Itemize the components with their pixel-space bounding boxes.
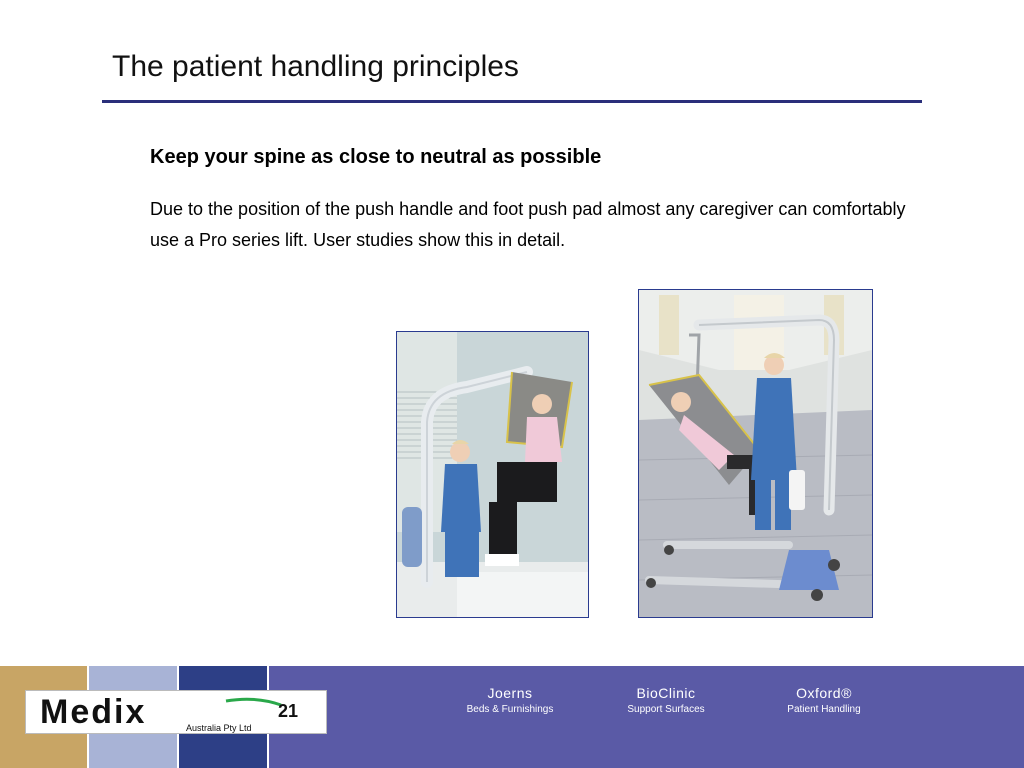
brand-joerns	[462, 684, 558, 718]
slide-subtitle: Keep your spine as close to neutral as possible	[150, 146, 602, 168]
slide-title: The patient handling principles	[112, 50, 519, 83]
patient-lift-photo-left	[396, 331, 589, 618]
logo-main-text: Medix	[40, 693, 147, 731]
brand-subtitle: Beds & Furnishings	[466, 704, 554, 715]
brand-subtitle: Patient Handling	[787, 704, 861, 715]
patient-lift-photo-right	[638, 289, 873, 618]
title-divider	[102, 100, 922, 103]
brand-bioclinic	[618, 684, 714, 718]
slide-body-text: Due to the position of the push handle and foot push pad almost any caregiver can comfortably use a Pro series lift. User studies show this in detail.	[150, 199, 906, 250]
medix21-logo	[25, 690, 327, 734]
brand-oxford	[776, 684, 872, 718]
medix21-logo-icon	[26, 691, 326, 733]
logo-number-text: 21	[278, 701, 299, 721]
patient-lift-photo-icon	[397, 332, 588, 617]
brand-name: Oxford®	[796, 685, 852, 701]
patient-lift-photo-icon	[639, 290, 872, 617]
logo-sub-text: Australia Pty Ltd	[186, 723, 252, 733]
brand-name: BioClinic	[636, 685, 696, 701]
brand-subtitle: Support Surfaces	[627, 704, 705, 715]
brand-name: Joerns	[487, 685, 533, 701]
